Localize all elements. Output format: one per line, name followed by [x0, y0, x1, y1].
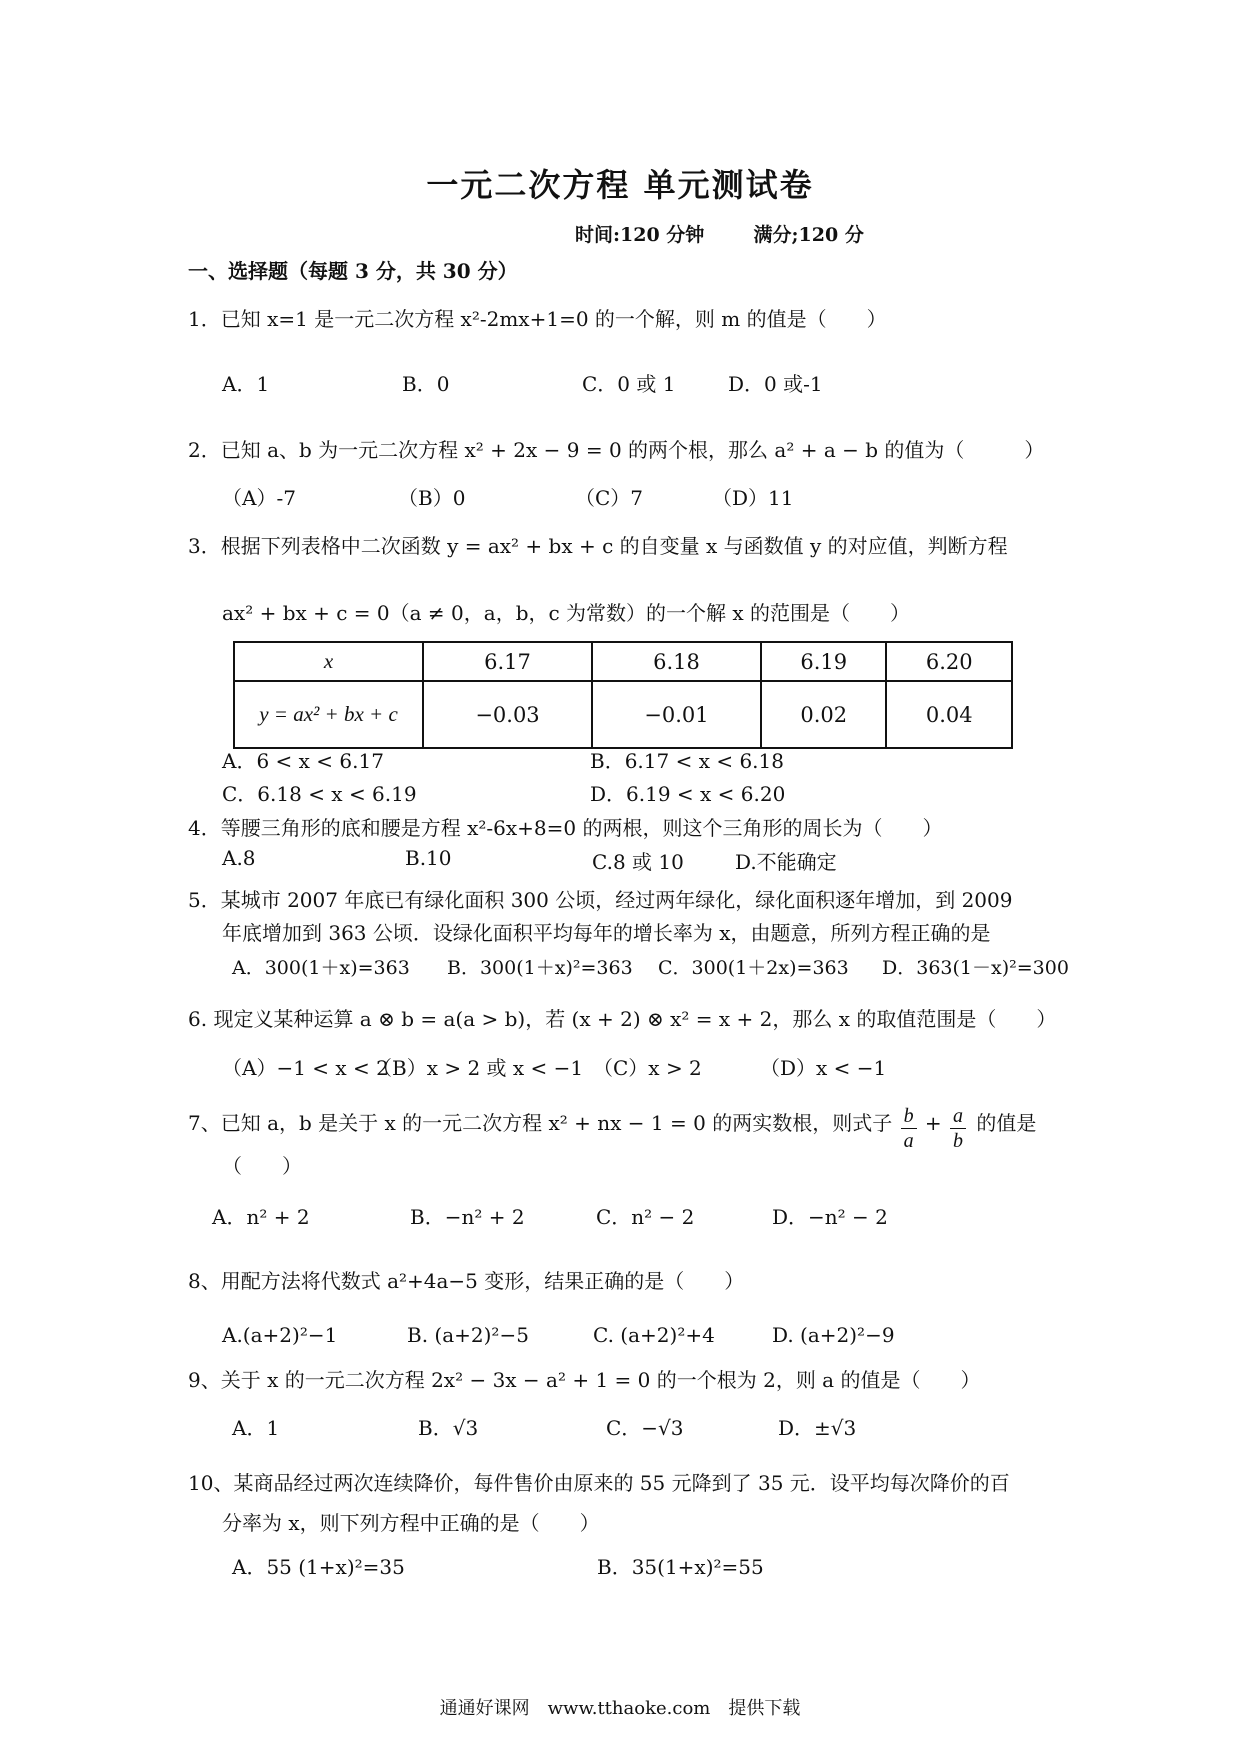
question-10-stem-line2: 分率为 x，则下列方程中正确的是（ ）: [222, 1511, 600, 1535]
question-5-stem-line2: 年底增加到 363 公顷．设绿化面积平均每年的增长率为 x，由题意，所列方程正确的是: [222, 921, 991, 945]
question-8-stem: 8、用配方法将代数式 a²+4a−5 变形，结果正确的是（ ）: [188, 1269, 745, 1293]
question-4-option-c: C.8 或 10: [592, 850, 684, 874]
question-8-option-a: A.(a+2)²−1: [222, 1323, 338, 1347]
table-cell: 6.17: [423, 642, 592, 681]
table-cell: 6.20: [886, 642, 1012, 681]
question-10-stem-line1: 10、某商品经过两次连续降价，每件售价由原来的 55 元降到了 35 元．设平均每次降价的百: [188, 1471, 1010, 1495]
question-6-option-a: （A）−1 < x < 2: [222, 1056, 389, 1080]
question-5-stem-line1: 5．某城市 2007 年底已有绿化面积 300 公顷，经过两年绿化，绿化面积逐年增加，到 2009: [188, 888, 1013, 912]
question-1-option-d: D．0 或-1: [728, 372, 823, 396]
question-3-option-a: A．6 < x < 6.17: [222, 749, 384, 773]
question-4-option-d: D.不能确定: [735, 850, 837, 874]
question-3-option-d: D．6.19 < x < 6.20: [590, 782, 786, 806]
section-heading: 一、选择题（每题 3 分，共 30 分）: [188, 259, 518, 283]
table-cell: x: [234, 642, 423, 681]
question-2-stem: 2．已知 a、b 为一元二次方程 x² + 2x − 9 = 0 的两个根，那么 a² + a − b 的值为（ ）: [188, 438, 1045, 462]
question-8-option-c: C. (a+2)²+4: [593, 1323, 715, 1347]
fraction-a-over-b: [950, 1104, 966, 1153]
question-9-option-b: B．√3: [418, 1416, 479, 1440]
table-cell: −0.01: [592, 681, 761, 748]
fraction-b-over-a: [901, 1104, 917, 1153]
question-5-option-b: B．300(1＋x)²=363: [447, 957, 633, 979]
question-7-option-d: D．−n² − 2: [772, 1205, 888, 1229]
question-2-option-c: （C）7: [575, 486, 644, 510]
question-1-stem: 1．已知 x=1 是一元二次方程 x²-2mx+1=0 的一个解，则 m 的值是（ ）: [188, 307, 887, 331]
question-2-option-a: （A）-7: [222, 486, 296, 510]
question-2-option-b: （B）0: [398, 486, 466, 510]
question-9-option-c: C．−√3: [606, 1416, 684, 1440]
fraction-denominator: b: [953, 1130, 964, 1152]
question-6-option-d: （D）x < −1: [760, 1056, 887, 1080]
question-3-option-b: B．6.17 < x < 6.18: [590, 749, 784, 773]
question-7-stem: [188, 1100, 1037, 1152]
question-4-option-a: A.8: [222, 846, 256, 870]
table-row-x: [234, 642, 1012, 681]
question-7-option-b: B．−n² + 2: [410, 1205, 525, 1229]
fraction-numerator: b: [901, 1104, 917, 1129]
question-1-option-a: A．1: [222, 372, 270, 396]
table-cell: 0.04: [886, 681, 1012, 748]
table-cell: y = ax² + bx + c: [234, 681, 423, 748]
table-row-y: [234, 681, 1012, 748]
table-cell: 6.19: [761, 642, 887, 681]
table-cell: −0.03: [423, 681, 592, 748]
question-10-option-b: B．35(1+x)²=55: [597, 1555, 764, 1579]
question-7-option-a: A．n² + 2: [212, 1205, 310, 1229]
question-6-option-c: （C）x > 2: [593, 1056, 702, 1080]
question-4-stem: 4．等腰三角形的底和腰是方程 x²-6x+8=0 的两根，则这个三角形的周长为（ ）: [188, 816, 943, 840]
fraction-denominator: a: [903, 1130, 914, 1152]
question-8-option-b: B. (a+2)²−5: [407, 1323, 529, 1347]
question-5-option-a: A．300(1＋x)=363: [232, 957, 410, 979]
table-cell: 0.02: [761, 681, 887, 748]
exam-info: [575, 220, 864, 247]
question-3-stem-line2: ax² + bx + c = 0（a ≠ 0，a，b，c 为常数）的一个解 x 的范围是（ ）: [222, 601, 911, 625]
table-cell: 6.18: [592, 642, 761, 681]
question-7-stem-pre: 7、已知 a，b 是关于 x 的一元二次方程 x² + nx − 1 = 0 的两实数根，则式子: [188, 1111, 893, 1135]
question-7-paren: （ ）: [222, 1154, 302, 1178]
question-5-option-d: D．363(1－x)²=300: [882, 957, 1069, 979]
question-6-stem: 6. 现定义某种运算 a ⊗ b = a(a > b)，若 (x + 2) ⊗ x² = x + 2，那么 x 的取值范围是（ ）: [188, 1007, 1057, 1031]
question-4-option-b: B.10: [405, 846, 452, 870]
question-1-option-c: C．0 或 1: [582, 372, 676, 396]
question-3-option-c: C．6.18 < x < 6.19: [222, 782, 417, 806]
question-7-stem-post: 的值是: [976, 1111, 1037, 1135]
question-1-option-b: B．0: [402, 372, 450, 396]
question-3-stem-line1: 3．根据下列表格中二次函数 y = ax² + bx + c 的自变量 x 与函数值 y 的对应值，判断方程: [188, 534, 1008, 558]
page-footer: 通通好课网 www.tthaoke.com 提供下载: [439, 1698, 801, 1719]
question-2-option-d: （D）11: [712, 486, 794, 510]
score-info: 满分;120 分: [753, 224, 864, 246]
question-9-stem: 9、关于 x 的一元二次方程 2x² − 3x − a² + 1 = 0 的一个根为 2，则 a 的值是（ ）: [188, 1368, 981, 1392]
question-8-option-d: D. (a+2)²−9: [772, 1323, 895, 1347]
question-10-option-a: A．55 (1+x)²=35: [232, 1555, 405, 1579]
question-6-option-b: （B）x > 2 或 x < −1: [372, 1056, 584, 1080]
fraction-numerator: a: [950, 1104, 966, 1129]
question-7-option-c: C．n² − 2: [596, 1205, 695, 1229]
time-info: 时间:120 分钟: [575, 224, 705, 246]
question-9-option-a: A．1: [232, 1416, 280, 1440]
page-title: 一元二次方程 单元测试卷: [426, 166, 814, 204]
question-9-option-d: D．±√3: [778, 1416, 857, 1440]
value-table: [233, 641, 1013, 749]
plus-sign: +: [924, 1111, 942, 1135]
question-5-option-c: C．300(1＋2x)=363: [658, 957, 849, 979]
